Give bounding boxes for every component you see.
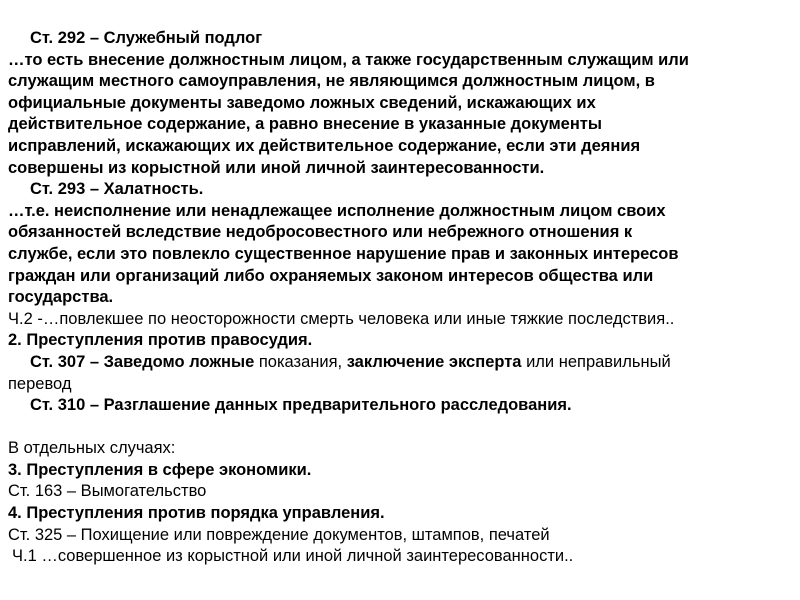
article-292-line-1: …то есть внесение должностным лицом, а также государственным служащим или	[8, 50, 689, 69]
article-310: Ст. 310 – Разглашение данных предварительного расследования.	[30, 396, 572, 415]
article-293-line-5: государства.	[8, 288, 114, 307]
article-292-line-2: служащим местного самоуправления, не являющимся должностным лицом, в	[8, 72, 655, 91]
article-307-line-2: перевод	[8, 374, 72, 393]
section-3-title: 3. Преступления в сфере экономики.	[8, 460, 312, 479]
article-293-line-2: обязанностей вследствие недобросовестного или небрежного отношения к	[8, 223, 633, 242]
article-307-normal-b: или неправильный	[521, 352, 671, 371]
intro-text: В отдельных случаях:	[8, 439, 176, 458]
article-292-heading: Ст. 292 – Служебный подлог	[30, 29, 263, 47]
article-293-part-2: Ч.2 -…повлекшее по неосторожности смерть человека или иные тяжкие последствия..	[8, 309, 675, 328]
article-325: Ст. 325 – Похищение или повреждение документов, штампов, печатей	[8, 525, 550, 544]
slide-text	[8, 28, 796, 568]
article-325-part-1: Ч.1 …совершенное из корыстной или иной личной заинтересованности..	[12, 547, 574, 566]
article-292-line-4: действительное содержание, а равно внесение в указанные документы	[8, 115, 602, 134]
article-307-bold-a: Ст. 307 – Заведомо ложные	[30, 352, 255, 371]
section-4-title: 4. Преступления против порядка управления.	[8, 504, 385, 523]
article-292-line-6: совершены из корыстной или иной личной заинтересованности.	[8, 158, 545, 177]
article-293-line-1: …т.е. неисполнение или ненадлежащее исполнение должностным лицом своих	[8, 201, 666, 220]
article-293-line-4: граждан или организаций либо охраняемых законом интересов общества или	[8, 266, 654, 285]
article-292-line-5: исправлений, искажающих их действительное содержание, если эти деяния	[8, 136, 641, 155]
section-2-title: 2. Преступления против правосудия.	[8, 331, 313, 350]
article-292-line-3: официальные документы заведомо ложных сведений, искажающих их	[8, 93, 596, 112]
article-163: Ст. 163 – Вымогательство	[8, 482, 207, 501]
article-293-heading: Ст. 293 – Халатность.	[30, 180, 204, 199]
article-307-line-1	[8, 352, 796, 374]
article-293-line-3: службе, если это повлекло существенное нарушение прав и законных интересов	[8, 244, 679, 263]
article-307-normal-a: показания,	[254, 352, 347, 371]
article-307-bold-b: заключение эксперта	[346, 352, 522, 371]
blank-line	[8, 417, 796, 439]
